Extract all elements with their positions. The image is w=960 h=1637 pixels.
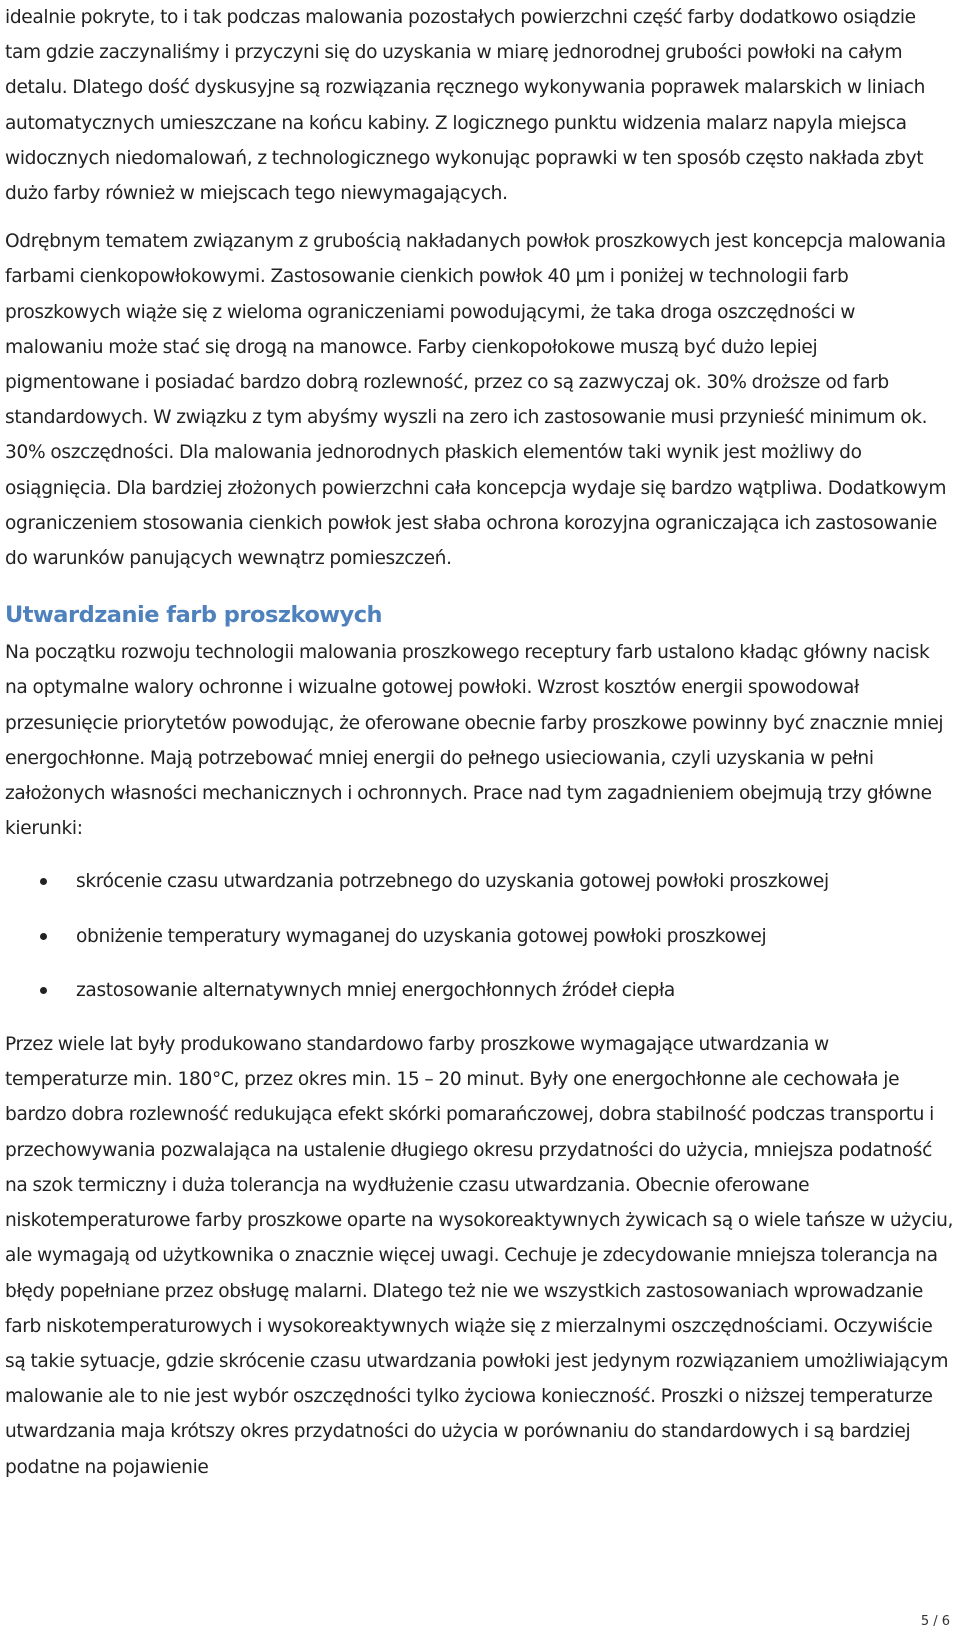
paragraph-intro-2: Odrębnym tematem związanym z grubością nakładanych powłok proszkowych jest koncepcja malowania farbami cienkopowłokowymi. Zastosowanie cienkich powłok 40 µm i poniżej w technologii farb proszkowych wiąże się z wieloma ograniczeniami powodującymi, że taka droga oszczędności w malowaniu może stać się drogą na manowce. Farby cienkopołokowe muszą być dużo lepiej pigmentowane i posiadać bardzo dobrą rozlewność, przez co są zazwyczaj ok. 30% droższe od farb standardowych. W związku z tym abyśmy wyszli na zero ich zastosowanie musi przynieść minimum ok. 30% oszczędności. Dla malowania jednorodnych płaskich elementów taki wynik jest możliwy do osiągnięcia. Dla bardziej złożonych powierzchni cała koncepcja wydaje się bardzo wątpliwa. Dodatkowym ograniczeniem stosowania cienkich powłok jest słaba ochrona korozyjna ograniczająca ich zastosowanie do warunków panujących wewnątrz pomieszczeń. — [5, 231, 947, 570]
section-heading: Utwardzanie farb proszkowych — [5, 602, 383, 629]
list-item-text: obniżenie temperatury wymaganej do uzyskania gotowej powłoki proszkowej — [76, 925, 767, 947]
section-intro-paragraph: Na początku rozwoju technologii malowania proszkowego receptury farb ustalono kładąc główny nacisk na optymalne walory ochronne i wizualne gotowej powłoki. Wzrost kosztów energii spowodował przesunięcie priorytetów powodując, że oferowane obecnie farby proszkowe powinny być znacznie mniej energochłonne. Mają potrzebować mniej energii do pełnego usieciowania, czyli uzyskania w pełni założonych własności mechanicznych i ochronnych. Prace nad tym zagadnieniem obejmują trzy główne kierunki: — [5, 642, 944, 840]
document-page — [5, 0, 955, 1485]
bullet-icon — [40, 933, 47, 940]
page-number: 5 / 6 — [920, 1614, 950, 1629]
list-item — [5, 973, 955, 1008]
list-item — [5, 919, 955, 954]
list-item — [5, 864, 955, 899]
section-closing-paragraph: Przez wiele lat były produkowano standardowo farby proszkowe wymagające utwardzania w temperaturze min. 180°C, przez okres min. 15 – 20 minut. Były one energochłonne ale cechowała je bardzo dobra rozlewność redukująca efekt skórki pomarańczowej, dobra stabilność podczas transportu i przechowywania pozwalająca na ustalenie długiego okresu przydatności do użycia, mniejsza podatność na szok termiczny i duża tolerancja na wydłużenie czasu utwardzania. Obecnie oferowane niskotemperaturowe farby proszkowe oparte na wysokoreaktywnych żywicach są o wiele tańsze w użyciu, ale wymagają od użytkownika o znacznie więcej uwagi. Cechuje je zdecydowanie mniejsza tolerancja na błędy popełniane przez obsługę malarni. Dlatego też nie we wszystkich zastosowaniach wprowadzanie farb niskotemperaturowych i wysokoreaktywnych wiąże się z mierzalnymi oszczędnościami. Oczywiście są takie sytuacje, gdzie skrócenie czasu utwardzania powłoki jest jedynym rozwiązaniem umożliwiającym malowanie ale to nie jest wybór oszczędności tylko życiowa konieczność. Proszki o niższej temperaturze utwardzania maja krótszy okres przydatności do użycia w porównaniu do standardowych i są bardziej podatne na pojawienie — [5, 1034, 954, 1478]
list-item-text: skrócenie czasu utwardzania potrzebnego do uzyskania gotowej powłoki proszkowej — [76, 871, 829, 893]
bullet-icon — [40, 878, 47, 885]
bullet-list — [5, 864, 955, 1008]
paragraph-intro-1: idealnie pokryte, to i tak podczas malowania pozostałych powierzchni część farby dodatkowo osiądzie tam gdzie zaczynaliśmy i przyczyni się do uzyskania w miarę jednorodnej grubości powłoki na całym detalu. Dlatego dość dyskusyjne są rozwiązania ręcznego wykonywania poprawek malarskich w liniach automatycznych umieszczane na końcu kabiny. Z logicznego punktu widzenia malarz napyla miejsca widocznych niedomalowań, z technologicznego wykonując poprawki w ten sposób często nakłada zbyt dużo farby również w miejscach tego niewymagających. — [5, 7, 926, 205]
bullet-icon — [40, 987, 47, 994]
list-item-text: zastosowanie alternatywnych mniej energochłonnych źródeł ciepła — [76, 979, 675, 1001]
